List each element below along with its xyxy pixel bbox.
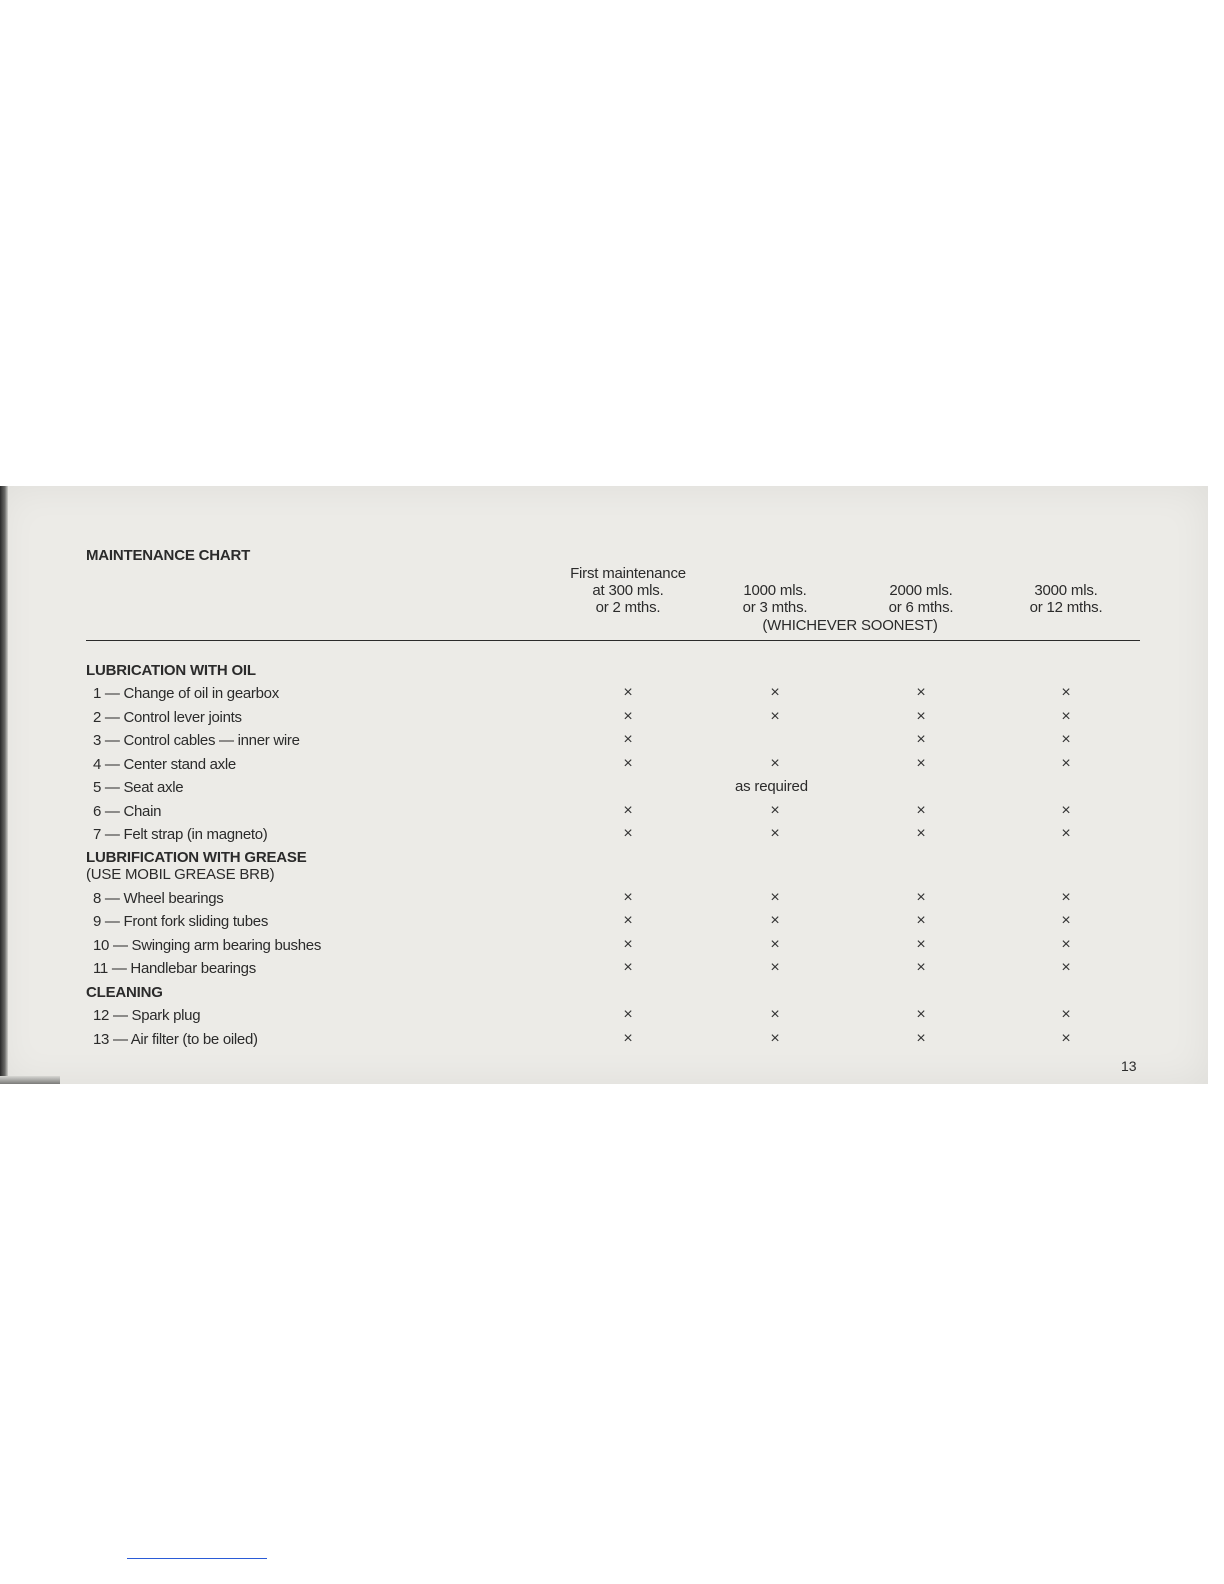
- maintenance-mark: ×: [770, 684, 780, 701]
- maintenance-mark: ×: [916, 825, 926, 842]
- maintenance-mark: ×: [770, 802, 780, 819]
- maintenance-mark: ×: [916, 708, 926, 725]
- maintenance-mark: ×: [623, 802, 633, 819]
- column-header-2000: [866, 582, 976, 616]
- maintenance-mark: ×: [770, 755, 780, 772]
- header-rule: [86, 640, 1140, 641]
- maintenance-mark: ×: [916, 936, 926, 953]
- maintenance-mark: ×: [916, 755, 926, 772]
- column-header-line: 1000 mls.: [743, 582, 807, 599]
- maintenance-mark: ×: [1061, 889, 1071, 906]
- section-heading-cleaning: CLEANING: [86, 984, 163, 1001]
- maintenance-mark: ×: [623, 959, 633, 976]
- maintenance-mark: ×: [770, 889, 780, 906]
- row-label: 3 — Control cables — inner wire: [93, 732, 300, 749]
- section-heading-oil: LUBRICATION WITH OIL: [86, 662, 256, 679]
- row-label: 10 — Swinging arm bearing bushes: [93, 937, 322, 954]
- row-label: 11 — Handlebar bearings: [93, 960, 256, 977]
- maintenance-mark: ×: [1061, 1030, 1071, 1047]
- maintenance-mark: ×: [916, 1006, 926, 1023]
- row-label: 4 — Center stand axle: [93, 756, 236, 773]
- maintenance-mark: ×: [623, 1030, 633, 1047]
- column-header-1000: [720, 582, 830, 616]
- maintenance-mark: ×: [1061, 1006, 1071, 1023]
- row-label: 1 — Change of oil in gearbox: [93, 685, 279, 702]
- maintenance-mark: ×: [1061, 936, 1071, 953]
- maintenance-mark: ×: [1061, 802, 1071, 819]
- page-bottom-edge: [0, 1076, 60, 1084]
- maintenance-mark: ×: [623, 889, 633, 906]
- column-header-line: or 12 mths.: [1029, 599, 1103, 616]
- maintenance-mark: ×: [623, 1006, 633, 1023]
- row-label: 8 — Wheel bearings: [93, 890, 224, 907]
- maintenance-mark: ×: [770, 1006, 780, 1023]
- maintenance-mark: ×: [1061, 825, 1071, 842]
- maintenance-mark: ×: [623, 825, 633, 842]
- row-label: 12 — Spark plug: [93, 1007, 201, 1024]
- section-note-grease: (USE MOBIL GREASE BRB): [86, 866, 275, 883]
- maintenance-mark: ×: [916, 684, 926, 701]
- maintenance-mark: ×: [770, 959, 780, 976]
- maintenance-mark: ×: [623, 708, 633, 725]
- maintenance-mark: ×: [916, 1030, 926, 1047]
- row-label: 13 — Air filter (to be oiled): [93, 1031, 258, 1048]
- whichever-soonest-note: (WHICHEVER SOONEST): [762, 617, 938, 634]
- maintenance-mark: ×: [623, 684, 633, 701]
- maintenance-mark: ×: [770, 708, 780, 725]
- maintenance-mark: ×: [623, 936, 633, 953]
- row-label: 6 — Chain: [93, 803, 162, 820]
- maintenance-mark: ×: [1061, 755, 1071, 772]
- column-header-line: First maintenance: [570, 565, 686, 582]
- footer-link-underline: [127, 1558, 267, 1559]
- section-heading-grease: LUBRIFICATION WITH GREASE: [86, 849, 307, 866]
- row-label: 5 — Seat axle: [93, 779, 184, 796]
- column-header-line: 2000 mls.: [889, 582, 953, 599]
- maintenance-mark: ×: [1061, 959, 1071, 976]
- maintenance-mark: ×: [770, 936, 780, 953]
- chart-title: MAINTENANCE CHART: [86, 547, 251, 564]
- maintenance-mark: ×: [1061, 912, 1071, 929]
- maintenance-mark: ×: [623, 731, 633, 748]
- maintenance-mark: ×: [770, 1030, 780, 1047]
- maintenance-mark: ×: [623, 912, 633, 929]
- maintenance-mark: ×: [770, 825, 780, 842]
- maintenance-mark: ×: [1061, 684, 1071, 701]
- column-header-first-maintenance: [563, 565, 693, 616]
- page-number: 13: [1121, 1058, 1137, 1074]
- maintenance-mark: ×: [916, 802, 926, 819]
- row-label: 7 — Felt strap (in magneto): [93, 826, 268, 843]
- maintenance-mark: ×: [916, 959, 926, 976]
- page-binding-edge: [0, 486, 8, 1084]
- maintenance-mark: ×: [916, 912, 926, 929]
- column-header-line: or 6 mths.: [888, 599, 954, 616]
- column-header-line: at 300 mls.: [592, 582, 664, 599]
- maintenance-mark: ×: [916, 731, 926, 748]
- row-label: 2 — Control lever joints: [93, 709, 242, 726]
- maintenance-mark: ×: [1061, 708, 1071, 725]
- row-label: 9 — Front fork sliding tubes: [93, 913, 269, 930]
- maintenance-mark: ×: [916, 889, 926, 906]
- column-header-line: or 2 mths.: [595, 599, 661, 616]
- column-header-3000: [1011, 582, 1121, 616]
- maintenance-mark: ×: [623, 755, 633, 772]
- maintenance-mark: ×: [1061, 731, 1071, 748]
- column-header-line: or 3 mths.: [742, 599, 808, 616]
- as-required-note: as required: [735, 778, 808, 795]
- column-header-line: 3000 mls.: [1034, 582, 1098, 599]
- maintenance-mark: ×: [770, 912, 780, 929]
